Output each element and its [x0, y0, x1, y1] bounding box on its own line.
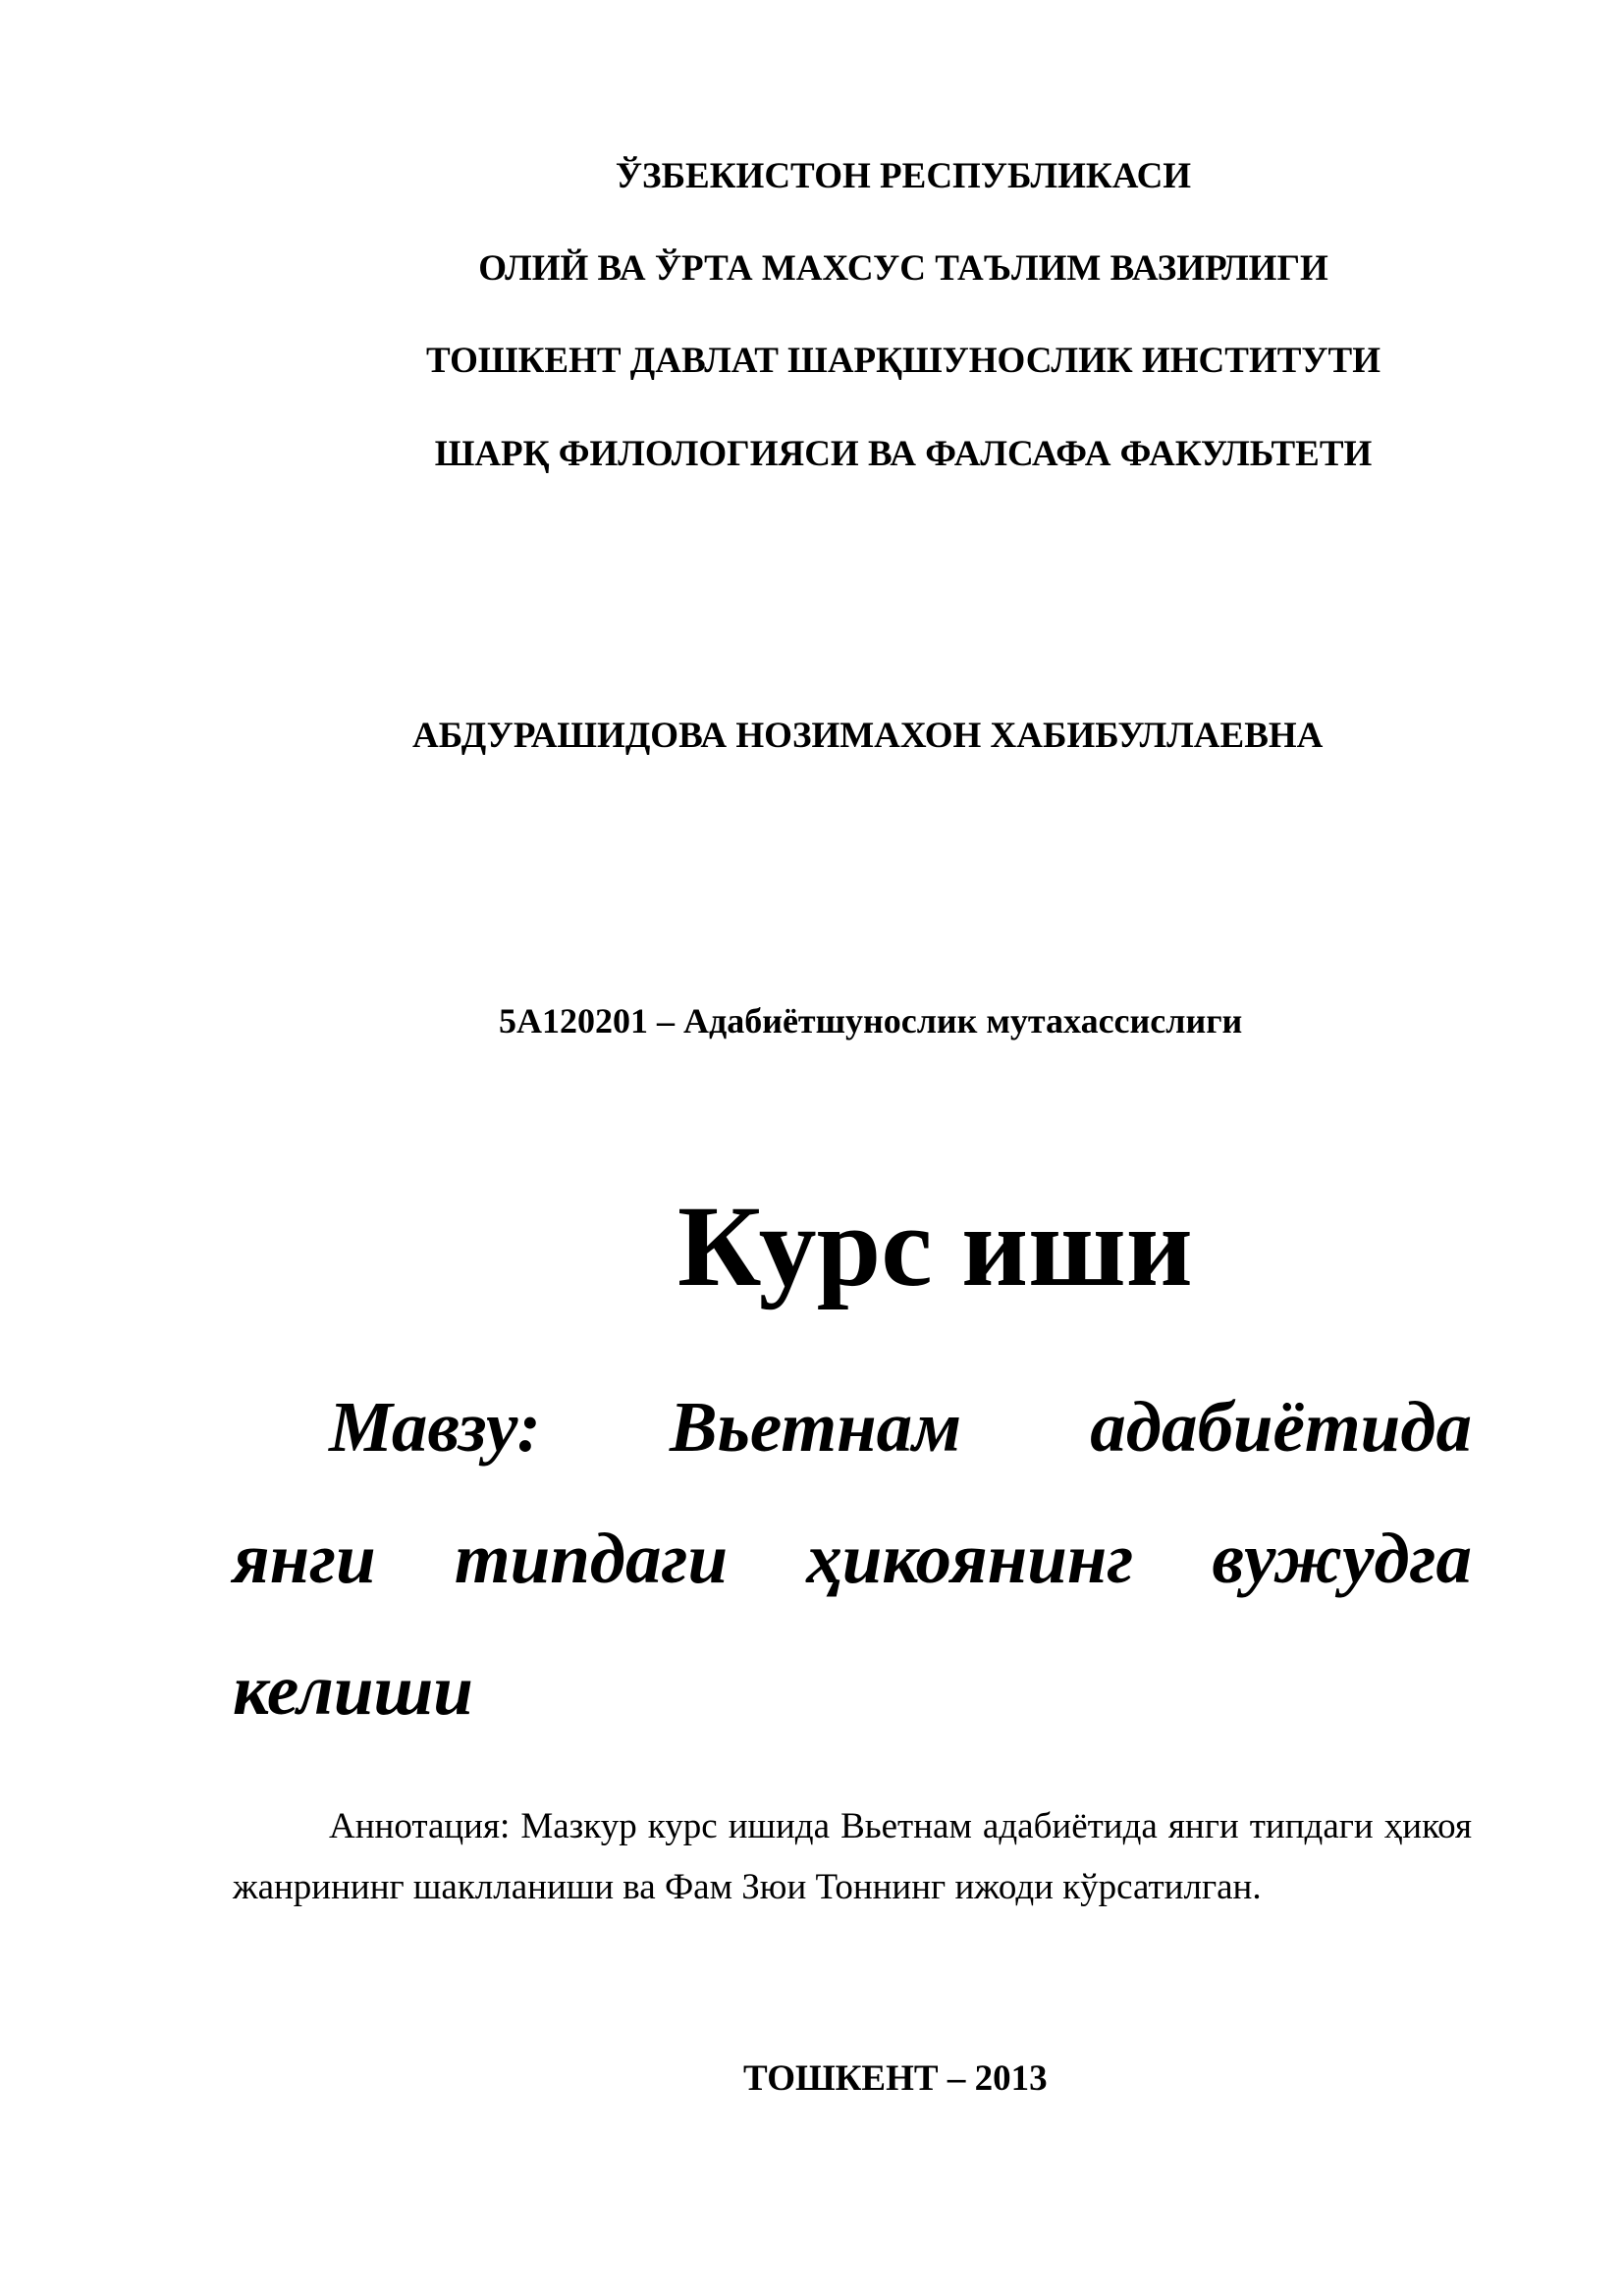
topic-word: янги	[233, 1519, 376, 1598]
topic-word: келиши	[233, 1650, 473, 1730]
topic-row	[233, 1518, 1472, 1600]
work-type-title: Курс иши	[677, 1182, 1193, 1310]
specialty-code: 5А120201 – Адабиётшунослик мутахассислиги	[499, 1001, 1243, 1041]
topic-word: типдаги	[454, 1519, 729, 1598]
topic-word: вужудга	[1212, 1519, 1472, 1598]
topic-word: ҳикоянинг	[806, 1519, 1134, 1598]
footer-city-year: ТОШКЕНТ – 2013	[743, 2058, 1048, 2099]
topic-title	[233, 1386, 1472, 1732]
header-institute: ТОШКЕНТ ДАВЛАТ ШАРҚШУНОСЛИК ИНСТИТУТИ	[425, 341, 1381, 381]
topic-row	[233, 1386, 1472, 1468]
author-name: АБДУРАШИДОВА НОЗИМАХОН ХАБИБУЛЛАЕВНА	[412, 716, 1324, 756]
annotation-paragraph: Аннотация: Мазкур курс ишида Вьетнам адабиётида янги типдаги ҳикоя жанрининг шаклланиши ва Фам Зюи Тоннинг ижоди кўрсатилган.	[233, 1806, 1472, 1907]
header-country: ЎЗБЕКИСТОН РЕСПУБЛИКАСИ	[615, 156, 1192, 196]
header-faculty: ШАРҚ ФИЛОЛОГИЯСИ ВА ФАЛСАФА ФАКУЛЬТЕТИ	[434, 434, 1373, 474]
header-ministry: ОЛИЙ ВА ЎРТА МАХСУС ТАЪЛИМ ВАЗИРЛИГИ	[478, 248, 1328, 289]
topic-word: адабиётида	[1090, 1387, 1472, 1467]
topic-word: Вьетнам	[669, 1387, 962, 1467]
topic-word: Мавзу:	[329, 1387, 541, 1467]
topic-row	[233, 1649, 1472, 1732]
